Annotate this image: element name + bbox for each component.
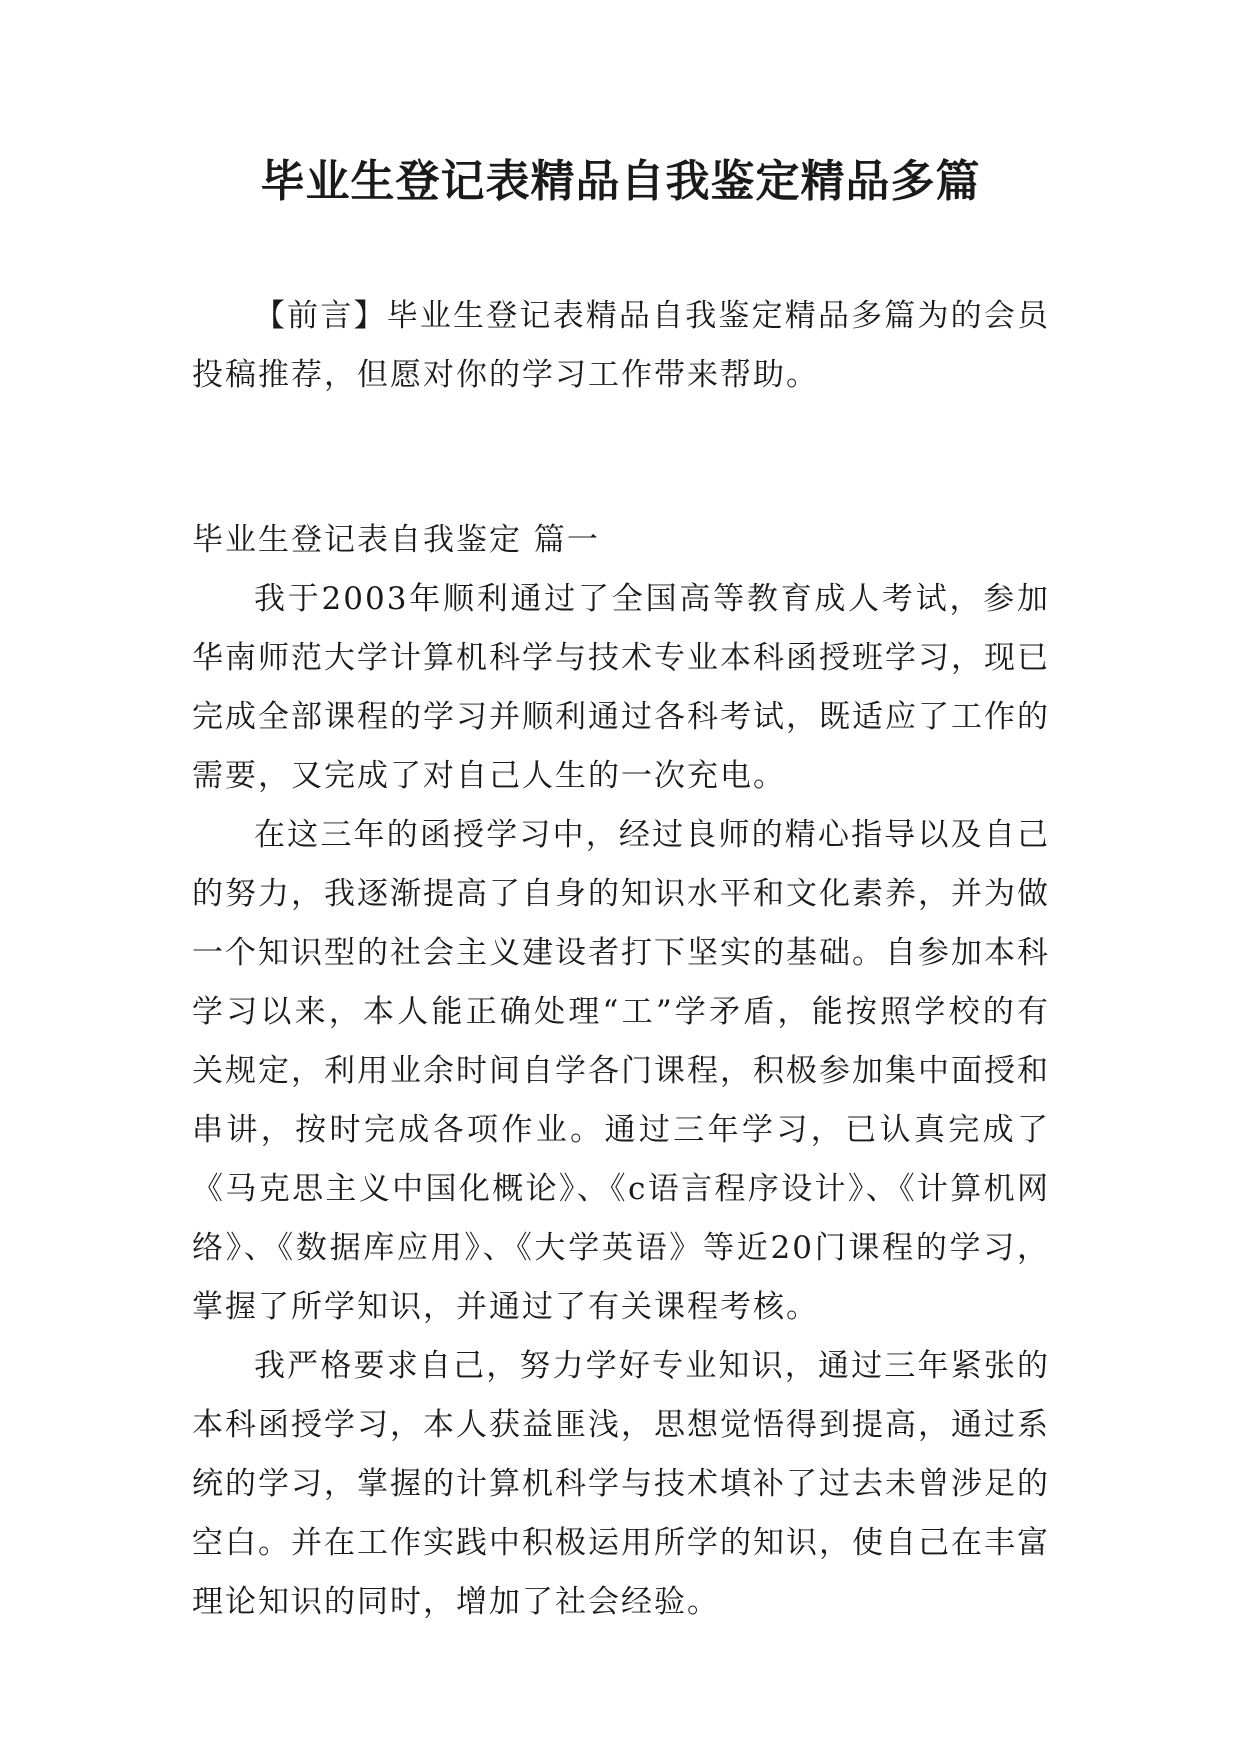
- body-paragraph-3: 我严格要求自己，努力学好专业知识，通过三年紧张的本科函授学习，本人获益匪浅，思想觉悟得到提高，通过系统的学习，掌握的计算机科学与技术填补了过去未曾涉足的空白。并在工作实践中积极运用所学的知识，使自己在丰富理论知识的同时，增加了社会经验。: [192, 1348, 1050, 1620]
- document-body: [192, 287, 1050, 1632]
- body-paragraph-2: 在这三年的函授学习中，经过良师的精心指导以及自己的努力，我逐渐提高了自身的知识水平和文化素养，并为做一个知识型的社会主义建设者打下坚实的基础。自参加本科学习以来，本人能正确处理“工”学矛盾，能按照学校的有关规定，利用业余时间自学各门课程，积极参加集中面授和串讲，按时完成各项作业。通过三年学习，已认真完成了《马克思主义中国化概论》、《c语言程序设计》、《计算机网络》、《数据库应用》、《大学英语》等近20门课程的学习，掌握了所学知识，并通过了有关课程考核。: [192, 817, 1050, 1325]
- preface-paragraph: 【前言】毕业生登记表精品自我鉴定精品多篇为的会员投稿推荐，但愿对你的学习工作带来帮助。: [192, 298, 1050, 393]
- section-heading: 毕业生登记表自我鉴定 篇一: [192, 522, 600, 558]
- body-paragraph-1: 我于2003年顺利通过了全国高等教育成人考试，参加华南师范大学计算机科学与技术专业本科函授班学习，现已完成全部课程的学习并顺利通过各科考试，既适应了工作的需要，又完成了对自己人生的一次充电。: [192, 581, 1050, 794]
- spacer: [192, 405, 1050, 511]
- document-title: 毕业生登记表精品自我鉴定精品多篇: [260, 156, 981, 207]
